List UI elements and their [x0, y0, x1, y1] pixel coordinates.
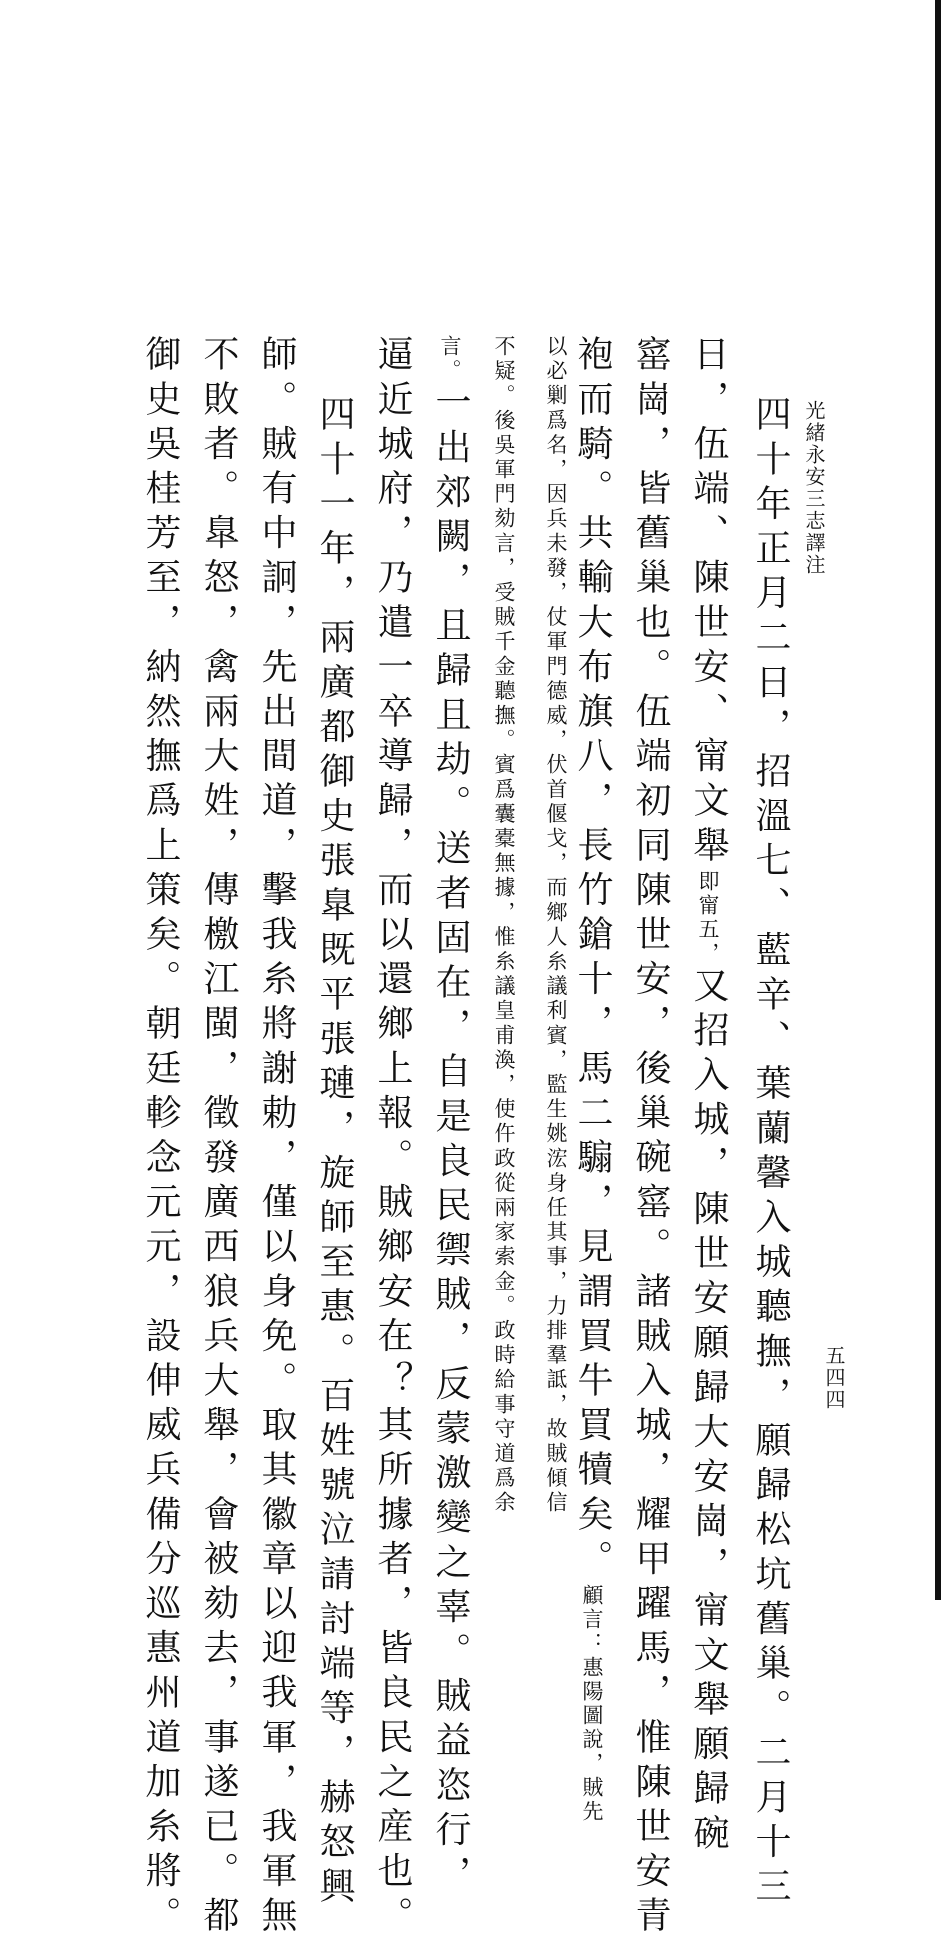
running-header: 光緒永安三志譯注: [802, 400, 826, 576]
text-column-10: 御史吳桂芳至，納然撫爲上策矣。朝廷軫念元元，設伸威兵備分巡惠州道加糸將。: [140, 335, 181, 1941]
page-edge-shadow: [935, 0, 941, 1600]
commentary-column-2: 不疑。後吳軍門劾言，受賊千金聽撫。賓爲囊橐無據，惟糸議皇甫渙，使仵政從兩家索金。政時給事守道爲余: [492, 335, 516, 1516]
inline-annotation: 即甯五，: [696, 870, 720, 967]
text-column-3: 窰崗，皆舊巢也。伍端初同陳世安，後巢碗窰。諸賊入城，耀甲躍馬，惟陳世安青: [630, 335, 671, 1941]
text-column-2-part-2: 又招入城，陳世安願歸大安崗，甯文舉願歸碗: [688, 966, 729, 1859]
page-number: 五四四: [822, 1345, 846, 1411]
text-column-2-part-1: 日，伍端、陳世安、甯文舉: [688, 335, 729, 871]
commentary-start: 顧言：惠陽圖說，賊先: [580, 1583, 604, 1824]
text-column-2: [682, 335, 734, 1858]
text-column-6: 逼近城府，乃遣一卒導歸，而以還鄉上報。賊鄉安在？其所據者，皆良民之産也。: [372, 335, 413, 1941]
text-column-1: 四十年正月二日，招溫七、藍辛、葉蘭馨入城聽撫，願歸松坑舊巢。二月十三: [750, 395, 791, 1912]
text-column-5-part-1: 一出郊闕，且歸且劫。送者固在，自是良民禦賊，反蒙激變之辜。賊益恣行，: [430, 383, 471, 1900]
text-column-9: 不敗者。臯怒，禽兩大姓，傳檄江閩，徵發廣西狼兵大舉，會被劾去，事遂已。都: [198, 335, 239, 1941]
text-column-4-part-1: 袍而騎。共輸大布旗八，長竹鎗十，馬二騸，見謂買牛買犢矣。: [572, 335, 613, 1584]
text-column-7: 四十一年，兩廣都御史張臯既平張璉，旋師至惠。百姓號泣請討端等，赫怒興: [314, 395, 355, 1912]
text-column-5: [424, 335, 476, 1899]
commentary-column-1: 以必剿爲名，因兵未發，仗軍門德威，伏首偃戈，而鄉人糸議利賓，監生姚浤身任其事，力排羣詆，故賊傾信: [544, 335, 568, 1516]
text-column-8: 師。賊有中詗，先出間道，擊我糸將謝勅，僅以身免。取其徽章以迎我軍，我軍無: [256, 335, 297, 1941]
commentary-end: 言。: [438, 335, 462, 383]
